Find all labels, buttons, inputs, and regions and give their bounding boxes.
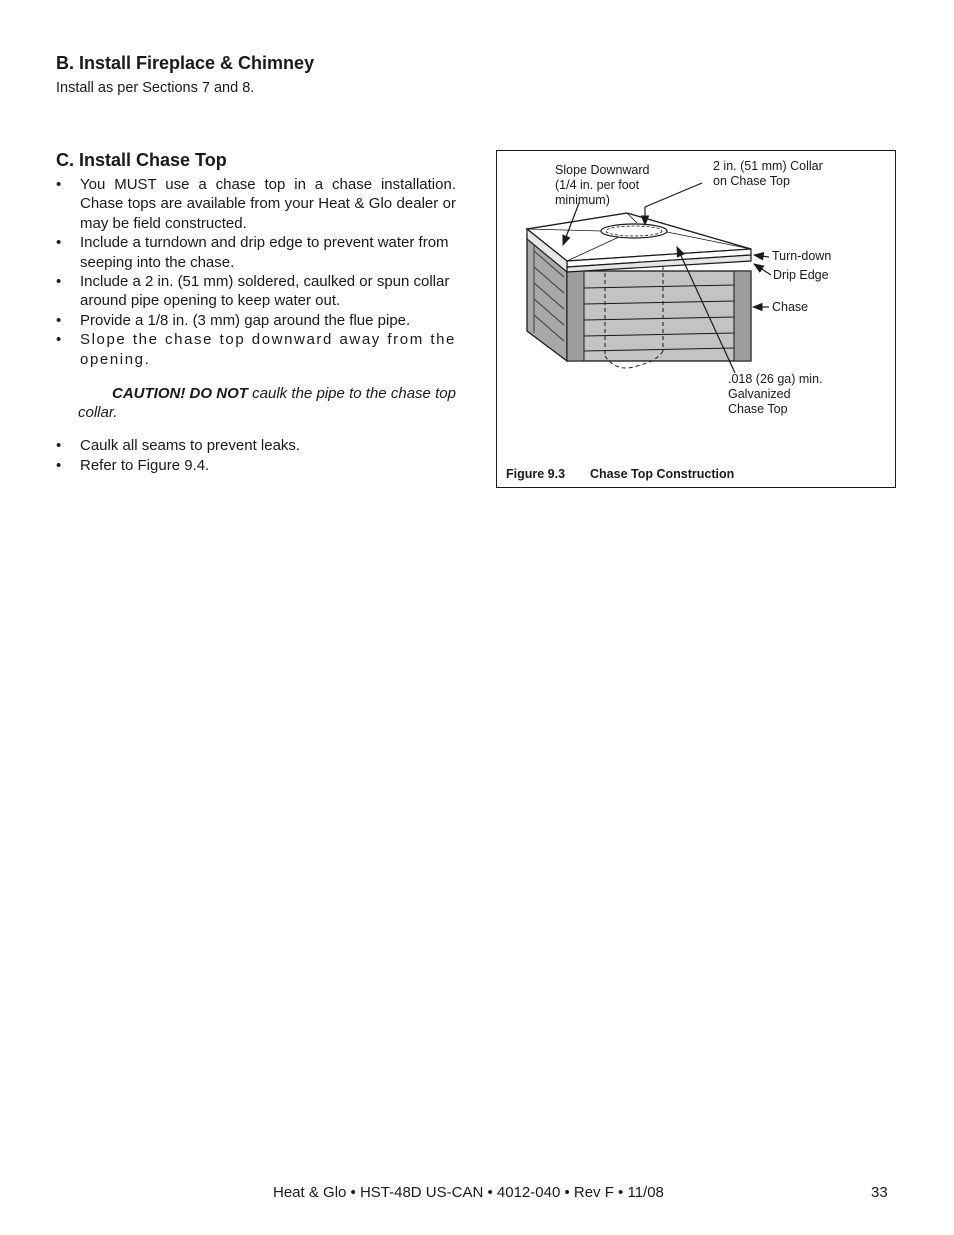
label-collar: 2 in. (51 mm) Collar on Chase Top: [713, 159, 823, 188]
footer-document-info: Heat & Glo • HST-48D US-CAN • 4012-040 • Rev F • 11/08: [273, 1184, 664, 1201]
caution-note: CAUTION! DO NOT caulk the pipe to the chase top collar.: [78, 385, 456, 422]
figure-caption-number: Figure 9.3: [506, 467, 566, 481]
caution-label: CAUTION! DO NOT: [112, 385, 248, 402]
bullet-icon: •: [56, 311, 62, 329]
bullet-icon: •: [56, 176, 62, 193]
list-item: • Include a turndown and drip edge to prevent water from seeping into the chase.: [56, 234, 449, 271]
page-number: 33: [871, 1184, 888, 1201]
list-item: • Include a 2 in. (51 mm) soldered, caulked or spun collar around pipe opening to keep water out.: [56, 273, 450, 310]
figure-caption: [506, 467, 734, 481]
bullet-icon: •: [56, 331, 62, 349]
bullet-icon: •: [56, 457, 62, 474]
list-item: • Caulk all seams to prevent leaks.: [56, 437, 301, 454]
bullet-icon: •: [56, 273, 62, 291]
chase-corner-post-right: [734, 271, 751, 361]
section-b-text: Install as per Sections 7 and 8.: [56, 80, 255, 96]
section-b-heading: B. Install Fireplace & Chimney: [56, 53, 315, 73]
collar-arrow: [645, 183, 702, 225]
figure-caption-title: Chase Top Construction: [590, 467, 735, 481]
label-chase: Chase: [772, 300, 809, 314]
list-item: • Slope the chase top downward away from the opening.: [56, 331, 456, 368]
turndown-arrow: [754, 255, 769, 257]
bullet-icon: •: [56, 234, 62, 252]
bullet-icon: •: [56, 437, 62, 454]
chase-top-bullet-list: [56, 175, 456, 369]
label-slope-downward: Slope Downward (1/4 in. per foot minimum): [555, 163, 650, 207]
chase-top-bullet-list-2: [56, 436, 456, 476]
list-item: • You MUST use a chase top in a chase installation. Chase tops are available from your Heat & Glo dealer or may be field constructed.: [56, 176, 456, 232]
figure-9-3: [496, 150, 896, 488]
label-galvanized-chase-top: .018 (26 ga) min. Galvanized Chase Top: [728, 372, 823, 416]
section-c-heading: C. Install Chase Top: [56, 150, 227, 170]
label-drip-edge: Drip Edge: [773, 268, 829, 282]
list-item: • Refer to Figure 9.4.: [56, 457, 210, 474]
label-turndown: Turn-down: [772, 249, 832, 263]
list-item: • Provide a 1/8 in. (3 mm) gap around the flue pipe.: [56, 311, 411, 329]
chase-corner-post-left: [567, 271, 584, 361]
drip-edge-arrow: [754, 264, 771, 275]
